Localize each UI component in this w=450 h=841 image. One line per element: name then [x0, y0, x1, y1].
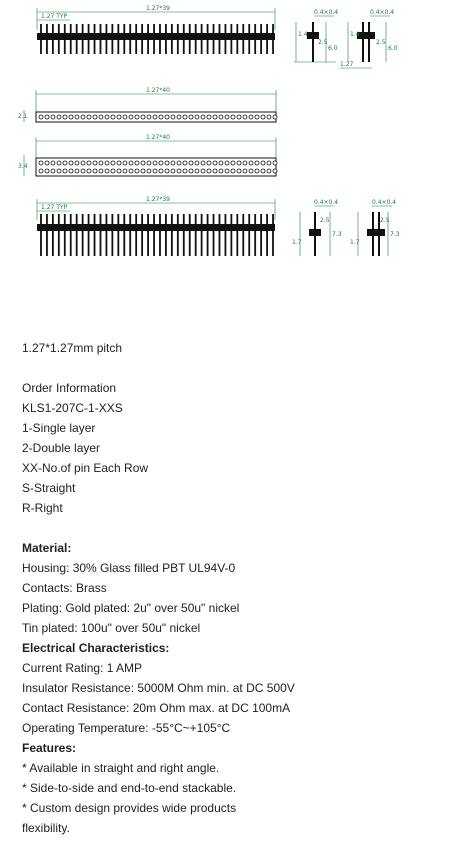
- order-line: KLS1-207C-1-XXS: [22, 401, 123, 415]
- socket-hole: [177, 161, 181, 165]
- header-pin: [40, 214, 42, 256]
- socket-hole: [45, 161, 49, 165]
- material-title: Material:: [22, 541, 72, 555]
- socket-hole: [231, 115, 235, 119]
- socket-hole: [123, 115, 127, 119]
- socket-hole: [261, 161, 265, 165]
- socket-hole: [105, 169, 109, 173]
- socket-hole: [243, 169, 247, 173]
- single-label: 1.27*40: [146, 87, 170, 94]
- socket-hole: [117, 161, 121, 165]
- socket-hole: [45, 169, 49, 173]
- socket-hole: [57, 115, 61, 119]
- socket-hole: [63, 161, 67, 165]
- socket-hole: [87, 169, 91, 173]
- socket-hole: [99, 161, 103, 165]
- socket-hole: [261, 169, 265, 173]
- header-pin: [141, 214, 143, 256]
- side3-h3: 7.3: [332, 231, 342, 238]
- socket-hole: [111, 169, 115, 173]
- side3-width: 0.4×0.4: [314, 199, 339, 206]
- socket-hole: [141, 169, 145, 173]
- socket-hole: [105, 161, 109, 165]
- socket-hole: [177, 169, 181, 173]
- socket-hole: [147, 161, 151, 165]
- header-pin: [272, 214, 274, 256]
- header-pin: [230, 214, 232, 256]
- feature-line: * Side-to-side and end-to-end stackable.: [22, 781, 237, 795]
- socket-hole: [249, 161, 253, 165]
- socket-hole: [81, 161, 85, 165]
- header-pin: [147, 214, 149, 256]
- socket-hole: [273, 169, 277, 173]
- material-line: Housing: 30% Glass filled PBT UL94V-0: [22, 561, 236, 575]
- socket-hole: [63, 169, 67, 173]
- feature-line: * Custom design provides wide products: [22, 801, 237, 815]
- socket-hole: [267, 169, 271, 173]
- socket-hole: [129, 115, 133, 119]
- socket-hole: [135, 161, 139, 165]
- order-line: 2-Double layer: [22, 441, 101, 455]
- side1-width: 0.4×0.4: [314, 9, 339, 16]
- socket-hole: [273, 115, 277, 119]
- socket-hole: [237, 161, 241, 165]
- socket-hole: [243, 115, 247, 119]
- material-line: Contacts: Brass: [22, 581, 107, 595]
- side3-h2: 2.5: [320, 217, 330, 224]
- header-pin: [171, 214, 173, 256]
- socket-hole: [219, 169, 223, 173]
- header-pin: [123, 214, 125, 256]
- socket-hole: [237, 115, 241, 119]
- socket-hole: [183, 161, 187, 165]
- socket-hole: [39, 115, 43, 119]
- header-pin: [88, 214, 90, 256]
- socket-hole: [153, 161, 157, 165]
- header-pin: [213, 214, 215, 256]
- socket-hole: [141, 115, 145, 119]
- socket-hole: [237, 169, 241, 173]
- order-line: R-Right: [22, 501, 63, 515]
- socket-hole: [75, 161, 79, 165]
- electrical-line: Current Rating: 1 AMP: [22, 661, 143, 675]
- electrical-line: Operating Temperature: -55°C~+105°C: [22, 721, 231, 735]
- header-pin: [207, 214, 209, 256]
- socket-hole: [75, 115, 79, 119]
- socket-hole: [231, 169, 235, 173]
- socket-hole: [147, 115, 151, 119]
- header-pin: [266, 214, 268, 256]
- socket-hole: [99, 169, 103, 173]
- feature-line: flexibility.: [22, 821, 70, 835]
- header-pin: [165, 214, 167, 256]
- material-line: Plating: Gold plated: 2u" over 50u" nickel: [22, 601, 240, 615]
- electrical-line: Contact Resistance: 20m Ohm max. at DC 100mA: [22, 701, 291, 715]
- side2-base: 1.27: [340, 61, 354, 68]
- socket-hole: [51, 115, 55, 119]
- socket-hole: [171, 169, 175, 173]
- socket-hole: [129, 169, 133, 173]
- socket-hole: [69, 115, 73, 119]
- header-pin: [219, 214, 221, 256]
- socket-hole: [111, 115, 115, 119]
- socket-hole: [111, 161, 115, 165]
- socket-hole: [201, 161, 205, 165]
- socket-hole: [195, 161, 199, 165]
- socket-hole: [261, 115, 265, 119]
- double-label: 1.27*40: [146, 134, 170, 141]
- single-height: 2.1: [18, 113, 28, 120]
- header-pin: [242, 214, 244, 256]
- features-title: Features:: [22, 741, 77, 755]
- header-pin: [111, 214, 113, 256]
- socket-hole: [141, 161, 145, 165]
- socket-hole: [273, 161, 277, 165]
- socket-hole: [51, 161, 55, 165]
- socket-hole: [57, 161, 61, 165]
- socket-hole: [123, 161, 127, 165]
- header-pin: [201, 214, 203, 256]
- socket-hole: [225, 169, 229, 173]
- side3-h1: 1.7: [292, 239, 302, 246]
- pitch-label-top: 1.27*39: [146, 5, 170, 12]
- socket-hole: [159, 169, 163, 173]
- socket-hole: [93, 115, 97, 119]
- socket-hole: [183, 169, 187, 173]
- socket-hole: [207, 115, 211, 119]
- side2-h1: 1.4: [350, 31, 360, 38]
- socket-hole: [51, 169, 55, 173]
- socket-hole: [93, 169, 97, 173]
- socket-hole: [69, 169, 73, 173]
- socket-hole: [81, 169, 85, 173]
- socket-hole: [165, 115, 169, 119]
- socket-hole: [117, 115, 121, 119]
- socket-hole: [147, 169, 151, 173]
- socket-hole: [201, 169, 205, 173]
- header-pin: [135, 214, 137, 256]
- order-line: XX-No.of pin Each Row: [22, 461, 149, 475]
- side1-h2: 2.5: [318, 39, 328, 46]
- socket-hole: [195, 115, 199, 119]
- socket-hole: [105, 115, 109, 119]
- header-pin: [159, 214, 161, 256]
- header-pin: [195, 214, 197, 256]
- socket-hole: [171, 161, 175, 165]
- order-title: Order Information: [22, 381, 117, 395]
- side4-h3: 7.3: [390, 231, 400, 238]
- pitch-text: 1.27*1.27mm pitch: [22, 341, 123, 355]
- socket-hole: [189, 161, 193, 165]
- material-line: Tin plated: 100u" over 50u" nickel: [22, 621, 201, 635]
- header-pin: [106, 214, 108, 256]
- header-pin: [236, 214, 238, 256]
- header-pin: [70, 214, 72, 256]
- socket-hole: [225, 115, 229, 119]
- socket-hole: [135, 169, 139, 173]
- socket-hole: [93, 161, 97, 165]
- header-pin: [58, 214, 60, 256]
- socket-hole: [75, 169, 79, 173]
- header-pin: [248, 214, 250, 256]
- header-pin: [129, 214, 131, 256]
- technical-drawing: [0, 0, 450, 300]
- side1-h1: 1.4: [298, 31, 308, 38]
- socket-hole: [207, 169, 211, 173]
- socket-hole: [81, 115, 85, 119]
- socket-hole: [255, 161, 259, 165]
- spec-text: [22, 338, 442, 838]
- socket-hole: [189, 115, 193, 119]
- socket-hole: [189, 169, 193, 173]
- typ-label-bottom: 1.27 TYP: [41, 204, 68, 211]
- socket-hole: [249, 169, 253, 173]
- socket-hole: [201, 115, 205, 119]
- side4-h1: 1.7: [350, 239, 360, 246]
- feature-line: * Available in straight and right angle.: [22, 761, 220, 775]
- header-pin: [260, 214, 262, 256]
- socket-hole: [159, 161, 163, 165]
- side4-width: 0.4×0.4: [372, 199, 397, 206]
- socket-hole: [255, 169, 259, 173]
- header-pin: [76, 214, 78, 256]
- bottom-label: 1.27*39: [146, 196, 170, 203]
- header-pin: [82, 214, 84, 256]
- header-pin: [153, 214, 155, 256]
- socket-hole: [243, 161, 247, 165]
- header-pin: [100, 214, 102, 256]
- socket-hole: [153, 115, 157, 119]
- socket-hole: [45, 115, 49, 119]
- socket-hole: [129, 161, 133, 165]
- header-pin: [189, 214, 191, 256]
- socket-hole: [87, 161, 91, 165]
- side4-h2: 2.5: [380, 217, 390, 224]
- header-pin: [64, 214, 66, 256]
- socket-hole: [183, 115, 187, 119]
- socket-hole: [63, 115, 67, 119]
- electrical-line: Insulator Resistance: 5000M Ohm min. at DC 500V: [22, 681, 295, 695]
- socket-hole: [99, 115, 103, 119]
- socket-hole: [267, 161, 271, 165]
- side2-h2: 2.5: [376, 39, 386, 46]
- side1-h3: 6.0: [328, 45, 338, 52]
- socket-hole: [123, 169, 127, 173]
- socket-hole: [165, 161, 169, 165]
- socket-hole: [159, 115, 163, 119]
- double-height: 3.4: [18, 163, 28, 170]
- socket-hole: [177, 115, 181, 119]
- header-pin: [117, 214, 119, 256]
- socket-hole: [39, 161, 43, 165]
- socket-hole: [219, 115, 223, 119]
- socket-hole: [117, 169, 121, 173]
- side2-width: 0.4×0.4: [370, 9, 395, 16]
- socket-hole: [225, 161, 229, 165]
- socket-hole: [267, 115, 271, 119]
- socket-hole: [255, 115, 259, 119]
- header-pin: [94, 214, 96, 256]
- header-pin: [254, 214, 256, 256]
- header-pin: [225, 214, 227, 256]
- socket-hole: [165, 169, 169, 173]
- order-line: S-Straight: [22, 481, 76, 495]
- socket-hole: [213, 169, 217, 173]
- typ-label-top: 1.27 TYP: [41, 13, 68, 20]
- socket-hole: [69, 161, 73, 165]
- socket-hole: [231, 161, 235, 165]
- socket-hole: [213, 161, 217, 165]
- socket-hole: [249, 115, 253, 119]
- header-pin: [183, 214, 185, 256]
- socket-hole: [195, 169, 199, 173]
- order-line: 1-Single layer: [22, 421, 96, 435]
- socket-hole: [207, 161, 211, 165]
- socket-hole: [87, 115, 91, 119]
- header-pin: [177, 214, 179, 256]
- socket-hole: [135, 115, 139, 119]
- socket-hole: [213, 115, 217, 119]
- side2-h3: 6.0: [388, 45, 398, 52]
- electrical-title: Electrical Characteristics:: [22, 641, 170, 655]
- socket-hole: [57, 169, 61, 173]
- header-pin: [52, 214, 54, 256]
- socket-hole: [171, 115, 175, 119]
- socket-hole: [39, 169, 43, 173]
- socket-hole: [153, 169, 157, 173]
- header-pin: [46, 214, 48, 256]
- socket-hole: [219, 161, 223, 165]
